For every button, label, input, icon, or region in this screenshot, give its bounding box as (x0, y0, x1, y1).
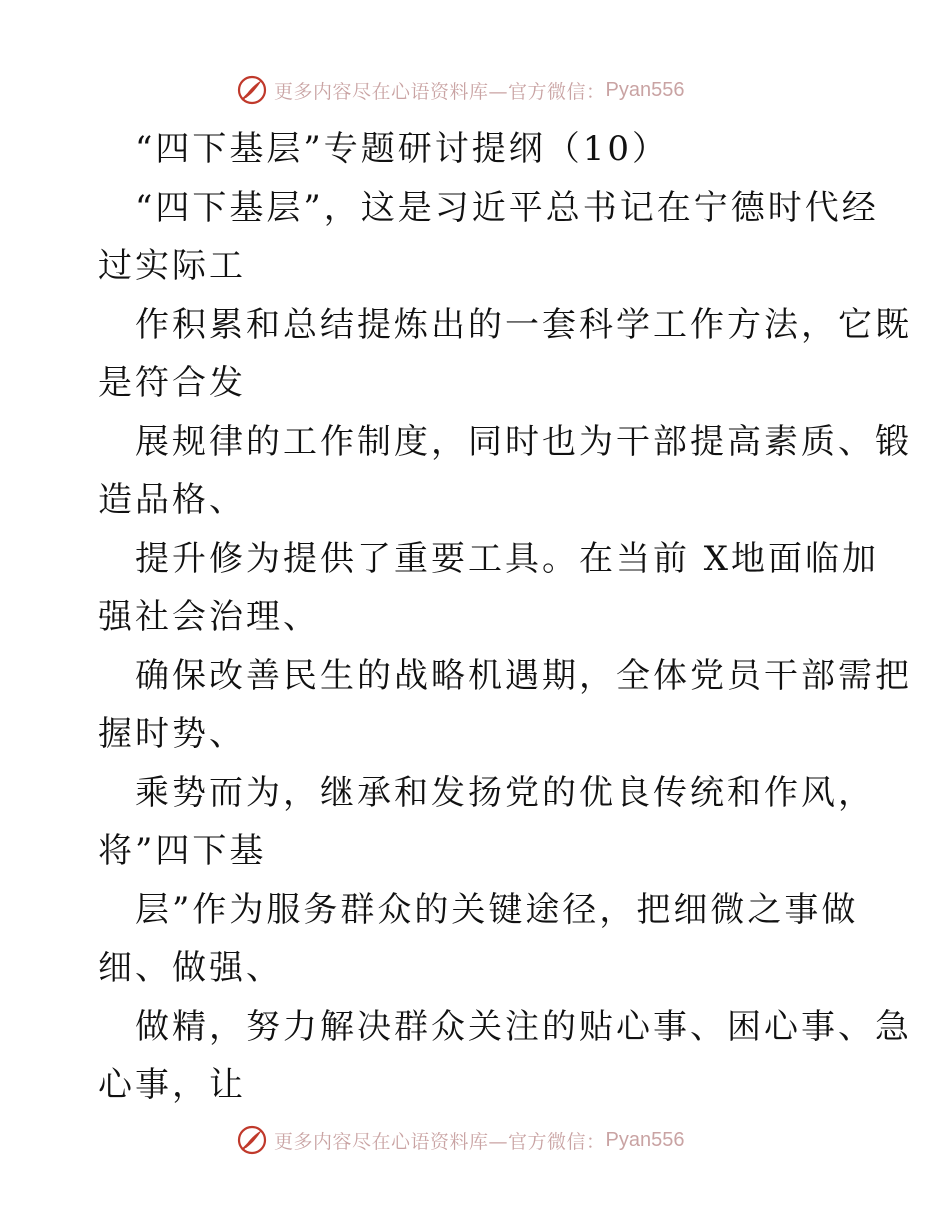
paragraph-line: 心事，让 (98, 1065, 246, 1105)
paragraph-line: 是符合发 (98, 363, 246, 403)
watermark-text: 更多内容尽在心语资料库—官方微信： (274, 1130, 606, 1153)
watermark-wechat-id: Pyan556 (605, 1128, 685, 1151)
document-title: “四下基层”专题研讨提纲（10） (135, 129, 670, 169)
paragraph-line: “四下基层”，这是习近平总书记在宁德时代经 (135, 187, 879, 228)
paragraph-line: 过实际工 (98, 246, 246, 286)
document-body (98, 120, 912, 1115)
paragraph-line: 强社会治理、 (98, 597, 320, 637)
paragraph-line: 展规律的工作制度，同时也为干部提高素质、锻 (135, 421, 912, 462)
paragraph-line: 提升修为提供了重要工具。在当前 X地面临加 (135, 538, 880, 579)
paragraph-line: 层”作为服务群众的关键途径，把细微之事做 (135, 889, 859, 930)
paragraph-line: 细、做强、 (98, 948, 283, 988)
paragraph-line: 确保改善民生的战略机遇期，全体党员干部需把 (135, 655, 912, 696)
watermark-text: 更多内容尽在心语资料库—官方微信： (274, 80, 606, 103)
footer-watermark (236, 1122, 684, 1158)
watermark-wechat-id: Pyan556 (605, 78, 685, 101)
quill-logo-icon (236, 1124, 268, 1156)
paragraph-line: 作积累和总结提炼出的一套科学工作方法，它既 (135, 304, 912, 345)
paragraph-line: 将”四下基 (98, 831, 267, 871)
paragraph-line: 握时势、 (98, 714, 246, 754)
paragraph-line: 造品格、 (98, 480, 246, 520)
paragraph-line: 做精，努力解决群众关注的贴心事、困心事、急 (135, 1006, 912, 1047)
paragraph-line: 乘势而为，继承和发扬党的优良传统和作风， (135, 772, 875, 813)
header-watermark (236, 72, 684, 108)
quill-logo-icon (236, 74, 268, 106)
